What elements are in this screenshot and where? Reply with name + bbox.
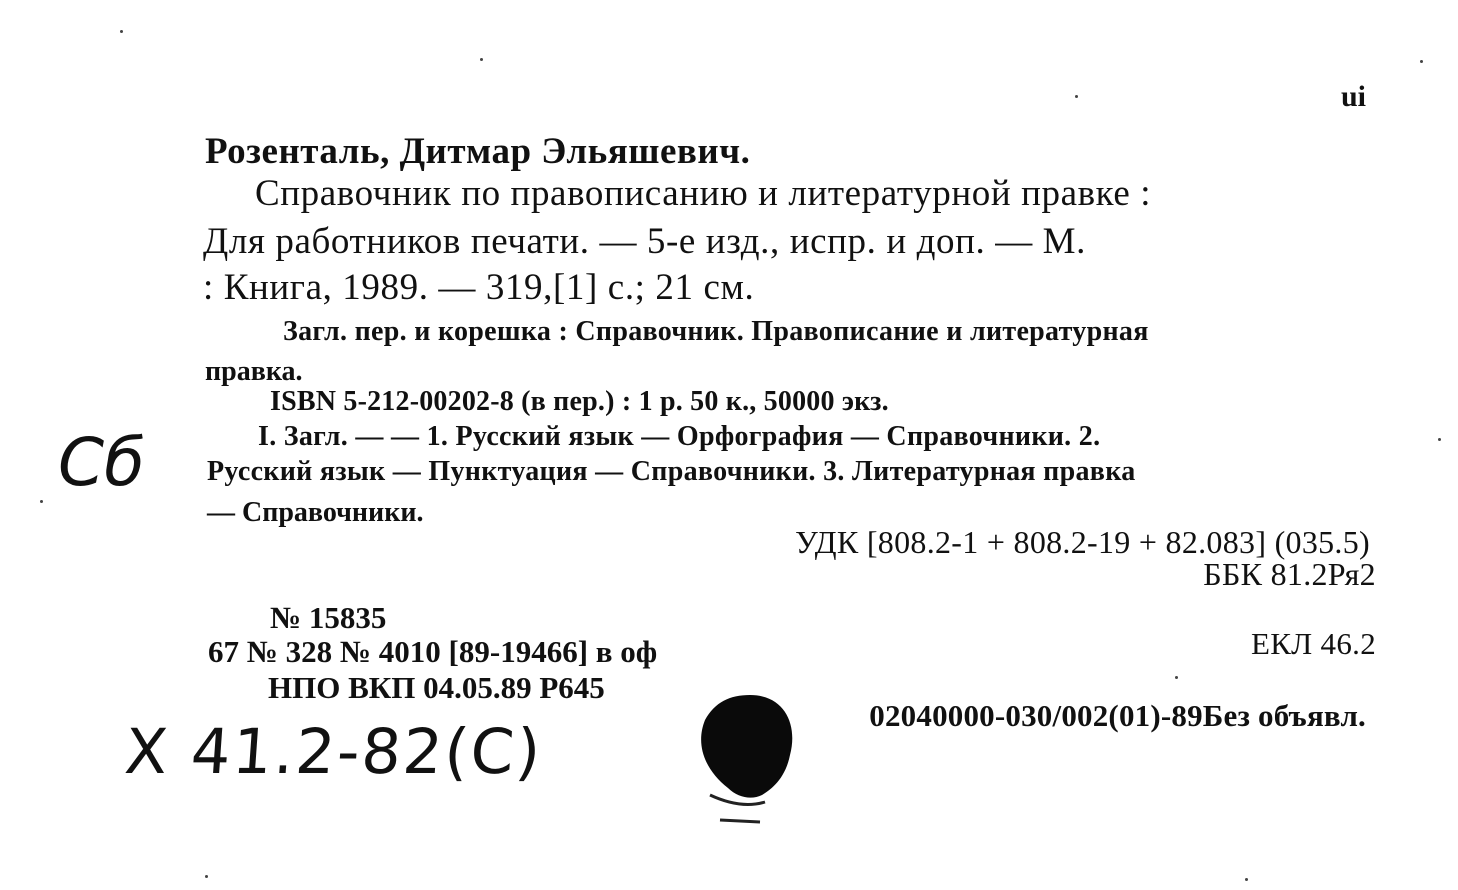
record-number: № 15835 [270, 600, 387, 635]
scan-speck [40, 500, 43, 503]
publisher-code: НПО ВКП 04.05.89 Р645 [268, 670, 605, 705]
scan-speck [205, 875, 208, 878]
title-note-line: Загл. пер. и корешка : Справочник. Правописание и литературная [283, 316, 1149, 347]
udk-code: УДК [808.2-1 + 808.2-19 + 82.083] (035.5) [795, 524, 1370, 560]
title-note-line: правка. [205, 356, 303, 387]
scan-speck [1175, 676, 1178, 679]
classification-code: 02040000-030/002(01)-89Без объявл. [869, 698, 1366, 733]
bbk-code: ББК 81.2Ря2 [1203, 556, 1376, 592]
title-line: : Книга, 1989. — 319,[1] с.; 21 см. [203, 267, 755, 308]
scan-speck [1245, 878, 1248, 881]
scan-speck [480, 58, 483, 61]
isbn-line: ISBN 5-212-00202-8 (в пер.) : 1 р. 50 к., 50000 экз. [270, 386, 889, 417]
corner-mark: ui [1340, 80, 1366, 113]
title-line: Справочник по правописанию и литературной правке : [255, 173, 1152, 214]
author-heading: Розенталь, Дитмар Эльяшевич. [205, 131, 751, 172]
scan-speck [1420, 60, 1423, 63]
handwritten-mark: Сб [58, 424, 145, 501]
scan-speck [1438, 438, 1441, 441]
ink-blot [690, 690, 810, 830]
subject-line: Русский язык — Пунктуация — Справочники. 3. Литературная правка [207, 456, 1136, 487]
printing-details: 67 № 328 № 4010 [89-19466] в оф [208, 634, 658, 669]
ekl-code: ЕКЛ 46.2 [1250, 626, 1376, 661]
subject-line: I. Загл. — — 1. Русский язык — Орфография — Справочники. 2. [258, 421, 1101, 452]
scan-speck [120, 30, 123, 33]
title-line: Для работников печати. — 5-е изд., испр. и доп. — М. [203, 221, 1087, 262]
scan-speck [1075, 95, 1078, 98]
handwritten-shelf-mark: Х 41.2-82(С) [122, 715, 545, 788]
subject-line: — Справочники. [207, 497, 424, 528]
